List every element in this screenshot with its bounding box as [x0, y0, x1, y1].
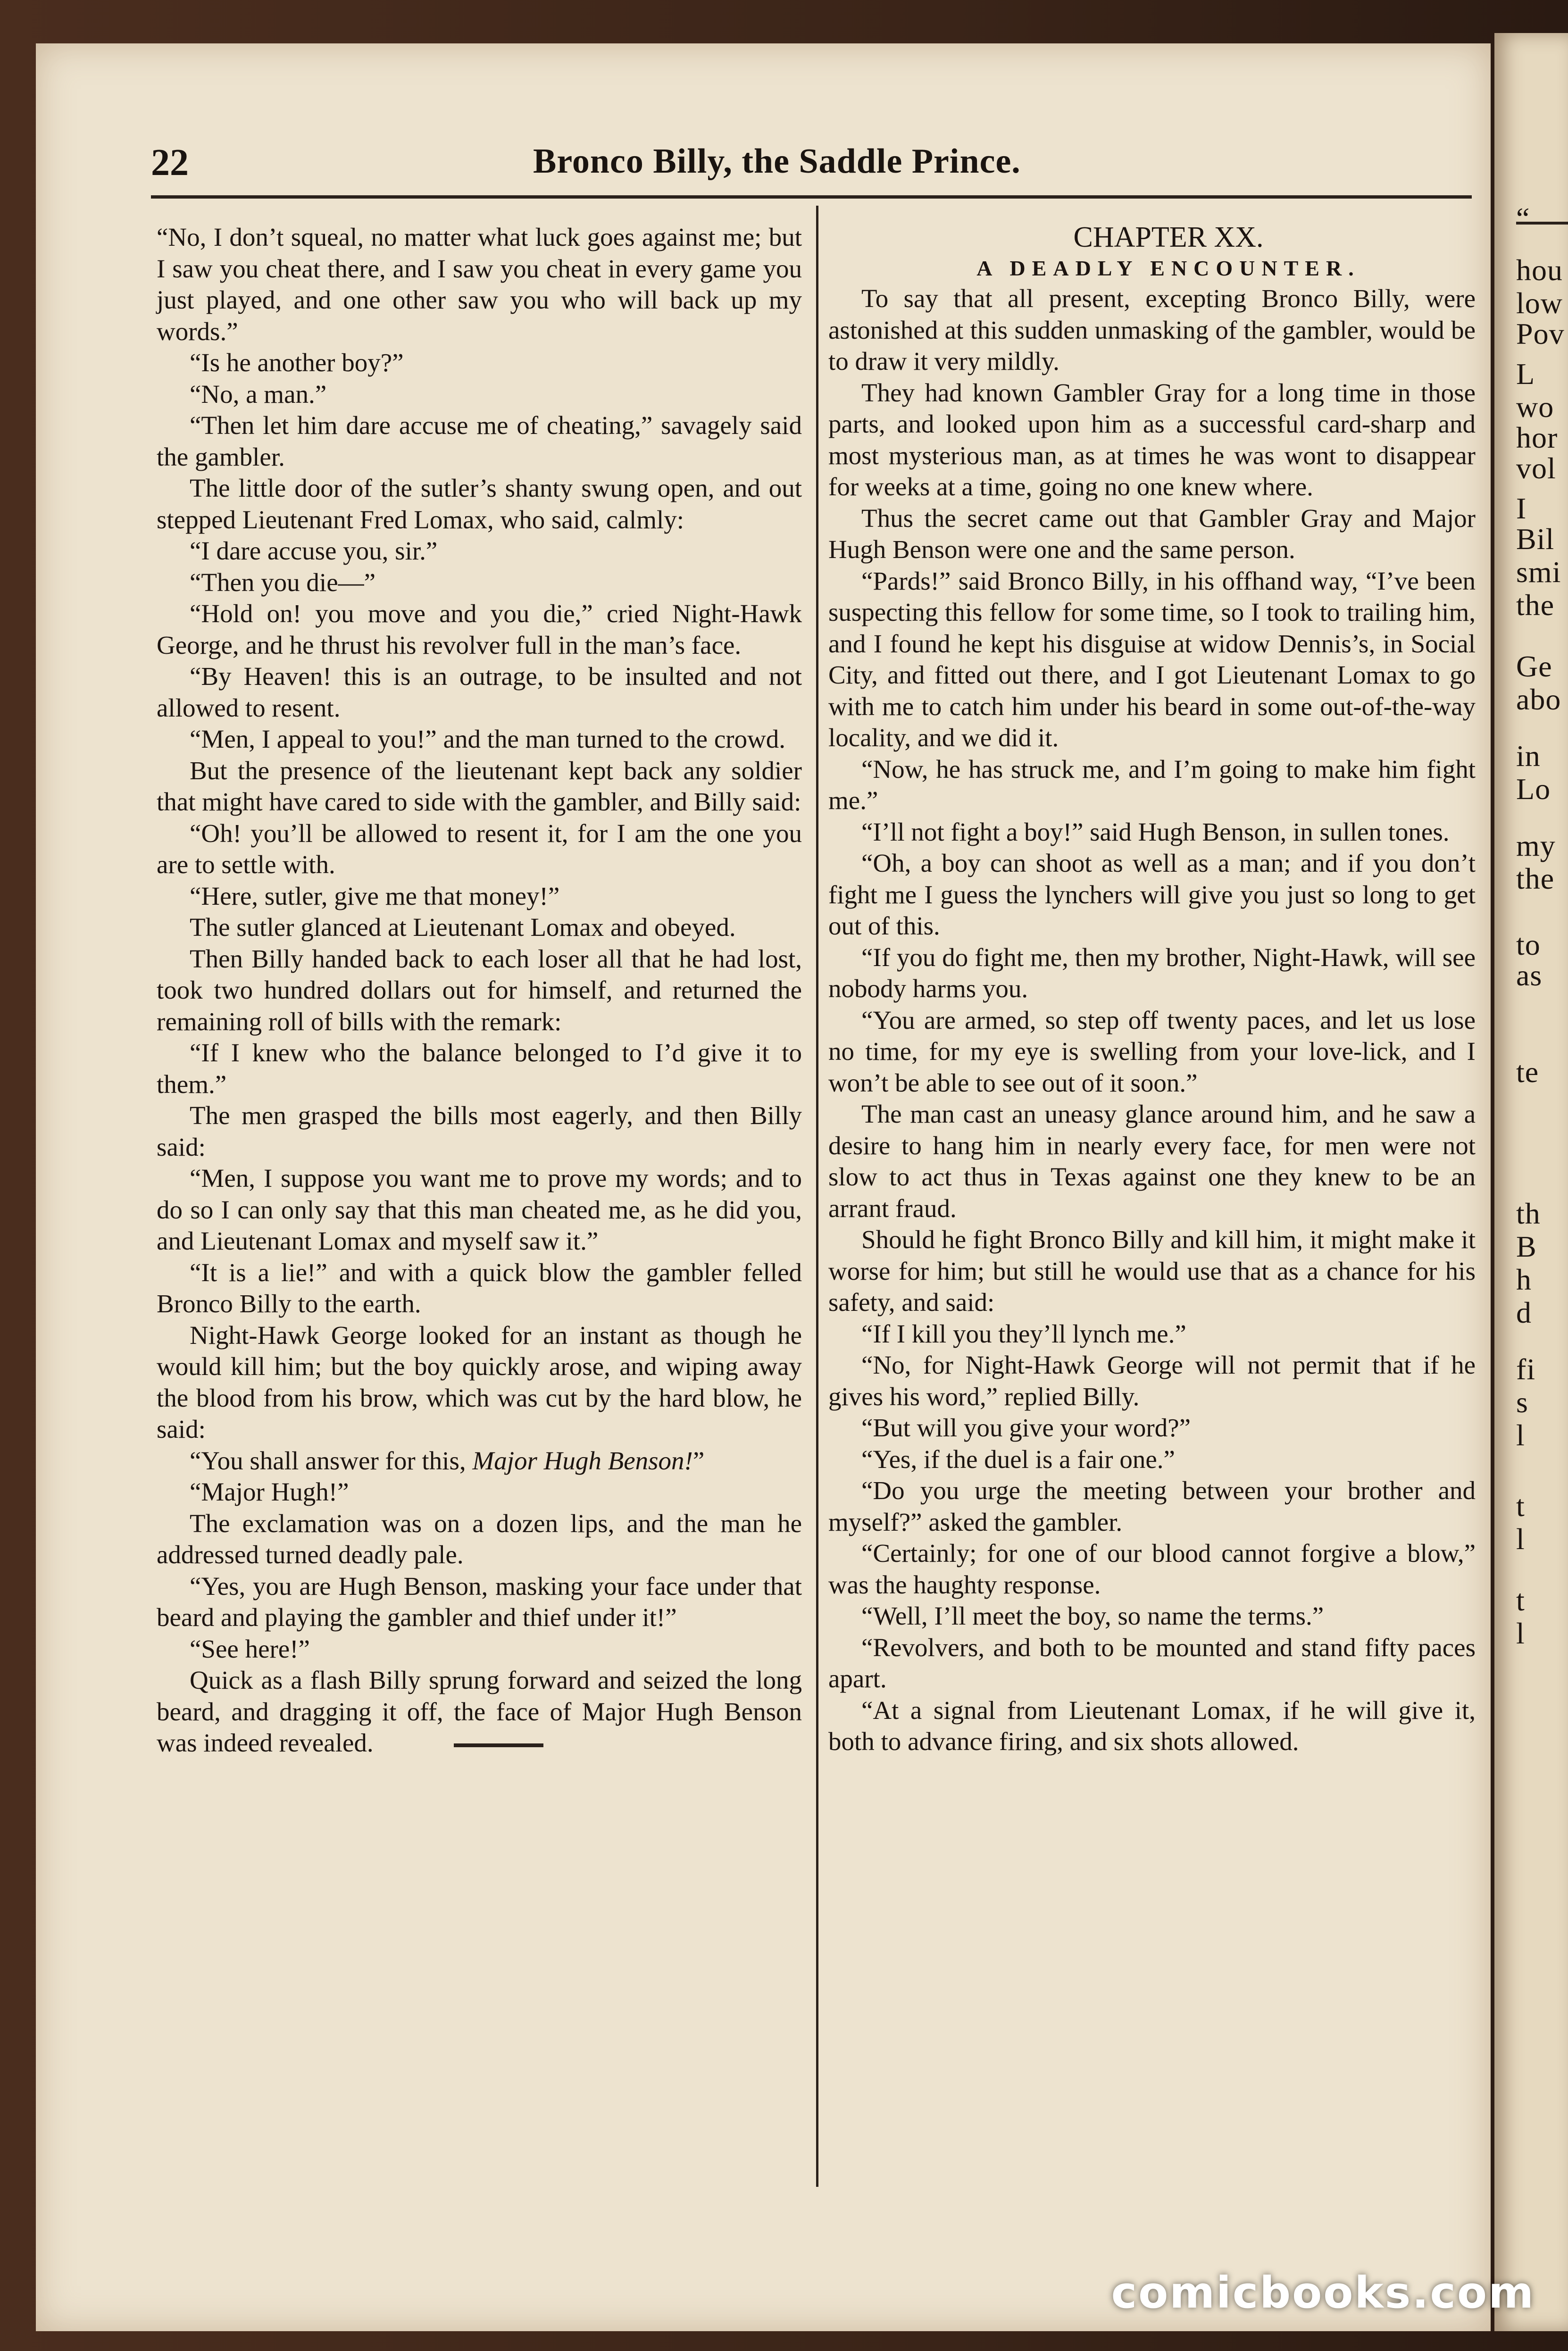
- adjacent-page-fragment: abo: [1516, 683, 1561, 716]
- paragraph-with-italic: [157, 1445, 802, 1477]
- paragraph: To say that all present, excepting Bronco Billy, were astonished at this sudden unmasking of the gambler, would be to draw it very mildly.: [828, 284, 1476, 375]
- adjacent-page-fragment: vol: [1516, 451, 1556, 485]
- paragraph: “It is a lie!” and with a quick blow the gambler felled Bronco Billy to the earth.: [157, 1258, 802, 1318]
- adjacent-page-fragment: s: [1516, 1385, 1528, 1419]
- running-head: Bronco Billy, the Saddle Prince.: [533, 142, 1021, 181]
- paragraph: “Oh! you’ll be allowed to resent it, for I am the one you are to settle with.: [157, 818, 802, 879]
- paragraph: “By Heaven! this is an outrage, to be insulted and not allowed to resent.: [157, 662, 802, 722]
- adjacent-page-fragment: l: [1516, 1617, 1525, 1650]
- adjacent-page-fragment: t: [1516, 1489, 1525, 1523]
- paragraph: “No, a man.”: [190, 379, 327, 409]
- adjacent-page-fragment: Bil: [1516, 522, 1555, 556]
- paragraph: “If I knew who the balance belonged to I’d give it to them.”: [157, 1038, 802, 1099]
- adjacent-page-fragment: hou: [1516, 253, 1563, 287]
- paragraph: Thus the secret came out that Gambler Gray and Major Hugh Benson were one and the same person.: [828, 503, 1476, 564]
- chapter-subtitle: A DEADLY ENCOUNTER.: [976, 256, 1360, 280]
- paragraph: “Men, I appeal to you!” and the man turned to the crowd.: [190, 725, 786, 753]
- paragraph: The man cast an uneasy glance around him, and he saw a desire to hang him in nearly every face, for men were not slow to act thus in Texas against one they knew to be an arrant fraud.: [828, 1100, 1476, 1223]
- adjacent-page-fragment: hor: [1516, 421, 1558, 454]
- end-rule: [454, 1743, 543, 1747]
- paragraph: “I’ll not fight a boy!” said Hugh Benson, in sullen tones.: [861, 817, 1450, 846]
- adjacent-page-fragment: Lo: [1516, 772, 1551, 806]
- paragraph: But the presence of the lieutenant kept back any soldier that might have cared to side with the gambler, and Billy said:: [157, 756, 802, 816]
- paragraph: Night-Hawk George looked for an instant as though he would kill him; but the boy quickly arose, and wiping away the blood from his brow, which was cut by the hard blow, he said:: [157, 1320, 802, 1443]
- text-run: ”: [692, 1446, 705, 1475]
- paragraph: The little door of the sutler’s shanty swung open, and out stepped Lieutenant Fred Lomax, who said, calmly:: [157, 474, 802, 534]
- paragraph: “But will you give your word?”: [861, 1413, 1191, 1442]
- paragraph: “You are armed, so step off twenty paces, and let us lose no time, for my eye is swelling from your love-lick, and I won’t be able to see out of it soon.”: [828, 1005, 1476, 1097]
- adjacent-page-fragment: l: [1516, 1522, 1525, 1556]
- adjacent-page-fragment: my: [1516, 829, 1556, 862]
- paragraph: “Then let him dare accuse me of cheating,” savagely said the gambler.: [157, 411, 802, 471]
- paragraph: “Here, sutler, give me that money!”: [190, 881, 560, 910]
- adjacent-page-fragment: I: [1516, 492, 1527, 525]
- paragraph: “Men, I suppose you want me to prove my words; and to do so I can only say that this man cheated me, as he did you, and Lieutenant Lomax and myself saw it.”: [157, 1164, 802, 1255]
- adjacent-page-fragment: to: [1516, 928, 1541, 961]
- adjacent-page-fragment: smi: [1516, 555, 1561, 589]
- paragraph: “Is he another boy?”: [190, 348, 404, 377]
- adjacent-page-fragment: as: [1516, 959, 1543, 992]
- adjacent-page-fragment: th: [1516, 1197, 1541, 1230]
- adjacent-page-fragment: L: [1516, 357, 1535, 391]
- paragraph: “Certainly; for one of our blood cannot forgive a blow,” was the haughty response.: [828, 1539, 1476, 1599]
- paragraph: “Do you urge the meeting between your brother and myself?” asked the gambler.: [828, 1476, 1476, 1536]
- paragraph: “No, for Night-Hawk George will not permit that if he gives his word,” replied Billy.: [828, 1351, 1476, 1411]
- paragraph: “Hold on! you move and you die,” cried Night-Hawk George, and he thrust his revolver full in the man’s face.: [157, 599, 802, 659]
- paragraph: “Yes, if the duel is a fair one.”: [861, 1444, 1175, 1474]
- paragraph: “I dare accuse you, sir.”: [190, 536, 438, 565]
- text-run: “You shall answer for this,: [190, 1446, 473, 1475]
- adjacent-page-fragment: wo: [1516, 390, 1554, 424]
- adjacent-page-fragment: low: [1516, 286, 1563, 320]
- left-column: [157, 222, 802, 1759]
- page-number: 22: [151, 142, 189, 183]
- adjacent-page-fragment: in: [1516, 739, 1541, 773]
- adjacent-page-fragment: fi: [1516, 1352, 1536, 1386]
- column-divider: [816, 206, 818, 2187]
- paragraph: “At a signal from Lieutenant Lomax, if he will give it, both to advance firing, and six shots allowed.: [828, 1695, 1476, 1756]
- italic-name: Major Hugh Benson!: [472, 1446, 693, 1475]
- paragraph: Should he fight Bronco Billy and kill him, it might make it worse for him; but still he would use that as a chance for his safety, and said:: [828, 1225, 1476, 1317]
- paragraph: “If you do fight me, then my brother, Night-Hawk, will see nobody harms you.: [828, 942, 1476, 1003]
- paragraph: “See here!”: [190, 1634, 310, 1663]
- paragraph: The exclamation was on a dozen lips, and the man he addressed turned deadly pale.: [157, 1509, 802, 1569]
- adjacent-page-fragment: t: [1516, 1584, 1525, 1617]
- adjacent-page-fragment: h: [1516, 1263, 1532, 1296]
- paragraph: “Yes, you are Hugh Benson, masking your face under that beard and playing the gambler and thief under it!”: [157, 1571, 802, 1632]
- adjacent-page-edge: [1494, 33, 1568, 2331]
- adjacent-page-fragment: the: [1516, 862, 1555, 895]
- paragraph: The sutler glanced at Lieutenant Lomax and obeyed.: [190, 913, 736, 942]
- adjacent-page-fragment: “: [1516, 201, 1530, 235]
- paragraph: “Now, he has struck me, and I’m going to make him fight me.”: [828, 754, 1476, 815]
- right-column: [828, 221, 1476, 1758]
- adjacent-page-fragment: Ge: [1516, 650, 1552, 683]
- adjacent-page-fragment: te: [1516, 1055, 1539, 1089]
- paragraph: The men grasped the bills most eagerly, and then Billy said:: [157, 1101, 802, 1161]
- paragraph: “Well, I’ll meet the boy, so name the terms.”: [861, 1601, 1324, 1630]
- watermark: comicbooks.com: [1111, 2268, 1535, 2318]
- text-run: Quick as a flash Billy sprung forward and seized the long beard, and dragging it off, the face of Major Hugh Benson was indeed revealed.: [157, 1666, 802, 1757]
- paragraph: “Then you die—”: [190, 567, 376, 597]
- adjacent-page-fragment: the: [1516, 588, 1555, 622]
- paragraph: “Oh, a boy can shoot as well as a man; and if you don’t fight me I guess the lynchers will give you just so long to get out of this.: [828, 849, 1476, 940]
- paragraph: “If I kill you they’ll lynch me.”: [861, 1319, 1186, 1348]
- paragraph: “Major Hugh!”: [190, 1477, 349, 1506]
- paragraph-final: [157, 1665, 802, 1759]
- paragraph: They had known Gambler Gray for a long time in those parts, and looked upon him as a successful card-sharp and most mysterious man, as at times he was wont to disappear for weeks at a time, going no one knew where.: [828, 378, 1476, 501]
- adjacent-page-fragment: d: [1516, 1296, 1532, 1329]
- paragraph: “Pards!” said Bronco Billy, in his offhand way, “I’ve been suspecting this fellow for some time, so I took to trailing him, and I found he kept his disguise at widow Dennis’s, in Social City, and fitted out there, and I got Lieutenant Lomax to go with me to catch him under his beard in some out-of-the-way locality, and we did it.: [828, 566, 1476, 752]
- adjacent-page-fragment: B: [1516, 1230, 1537, 1263]
- chapter-title: CHAPTER XX.: [1073, 221, 1264, 253]
- paragraph: Then Billy handed back to each loser all that he had lost, took two hundred dollars out for himself, and returned the remaining roll of bills with the remark:: [157, 944, 802, 1036]
- adjacent-page-fragment: Pov: [1516, 317, 1565, 350]
- paragraph: “No, I don’t squeal, no matter what luck goes against me; but I saw you cheat there, and I saw you cheat in every game you just played, and one other saw you who will back up my words.”: [157, 223, 802, 346]
- paragraph: “Revolvers, and both to be mounted and stand fifty paces apart.: [828, 1633, 1476, 1693]
- adjacent-page-fragment: l: [1516, 1418, 1525, 1452]
- header-rule: [151, 195, 1472, 199]
